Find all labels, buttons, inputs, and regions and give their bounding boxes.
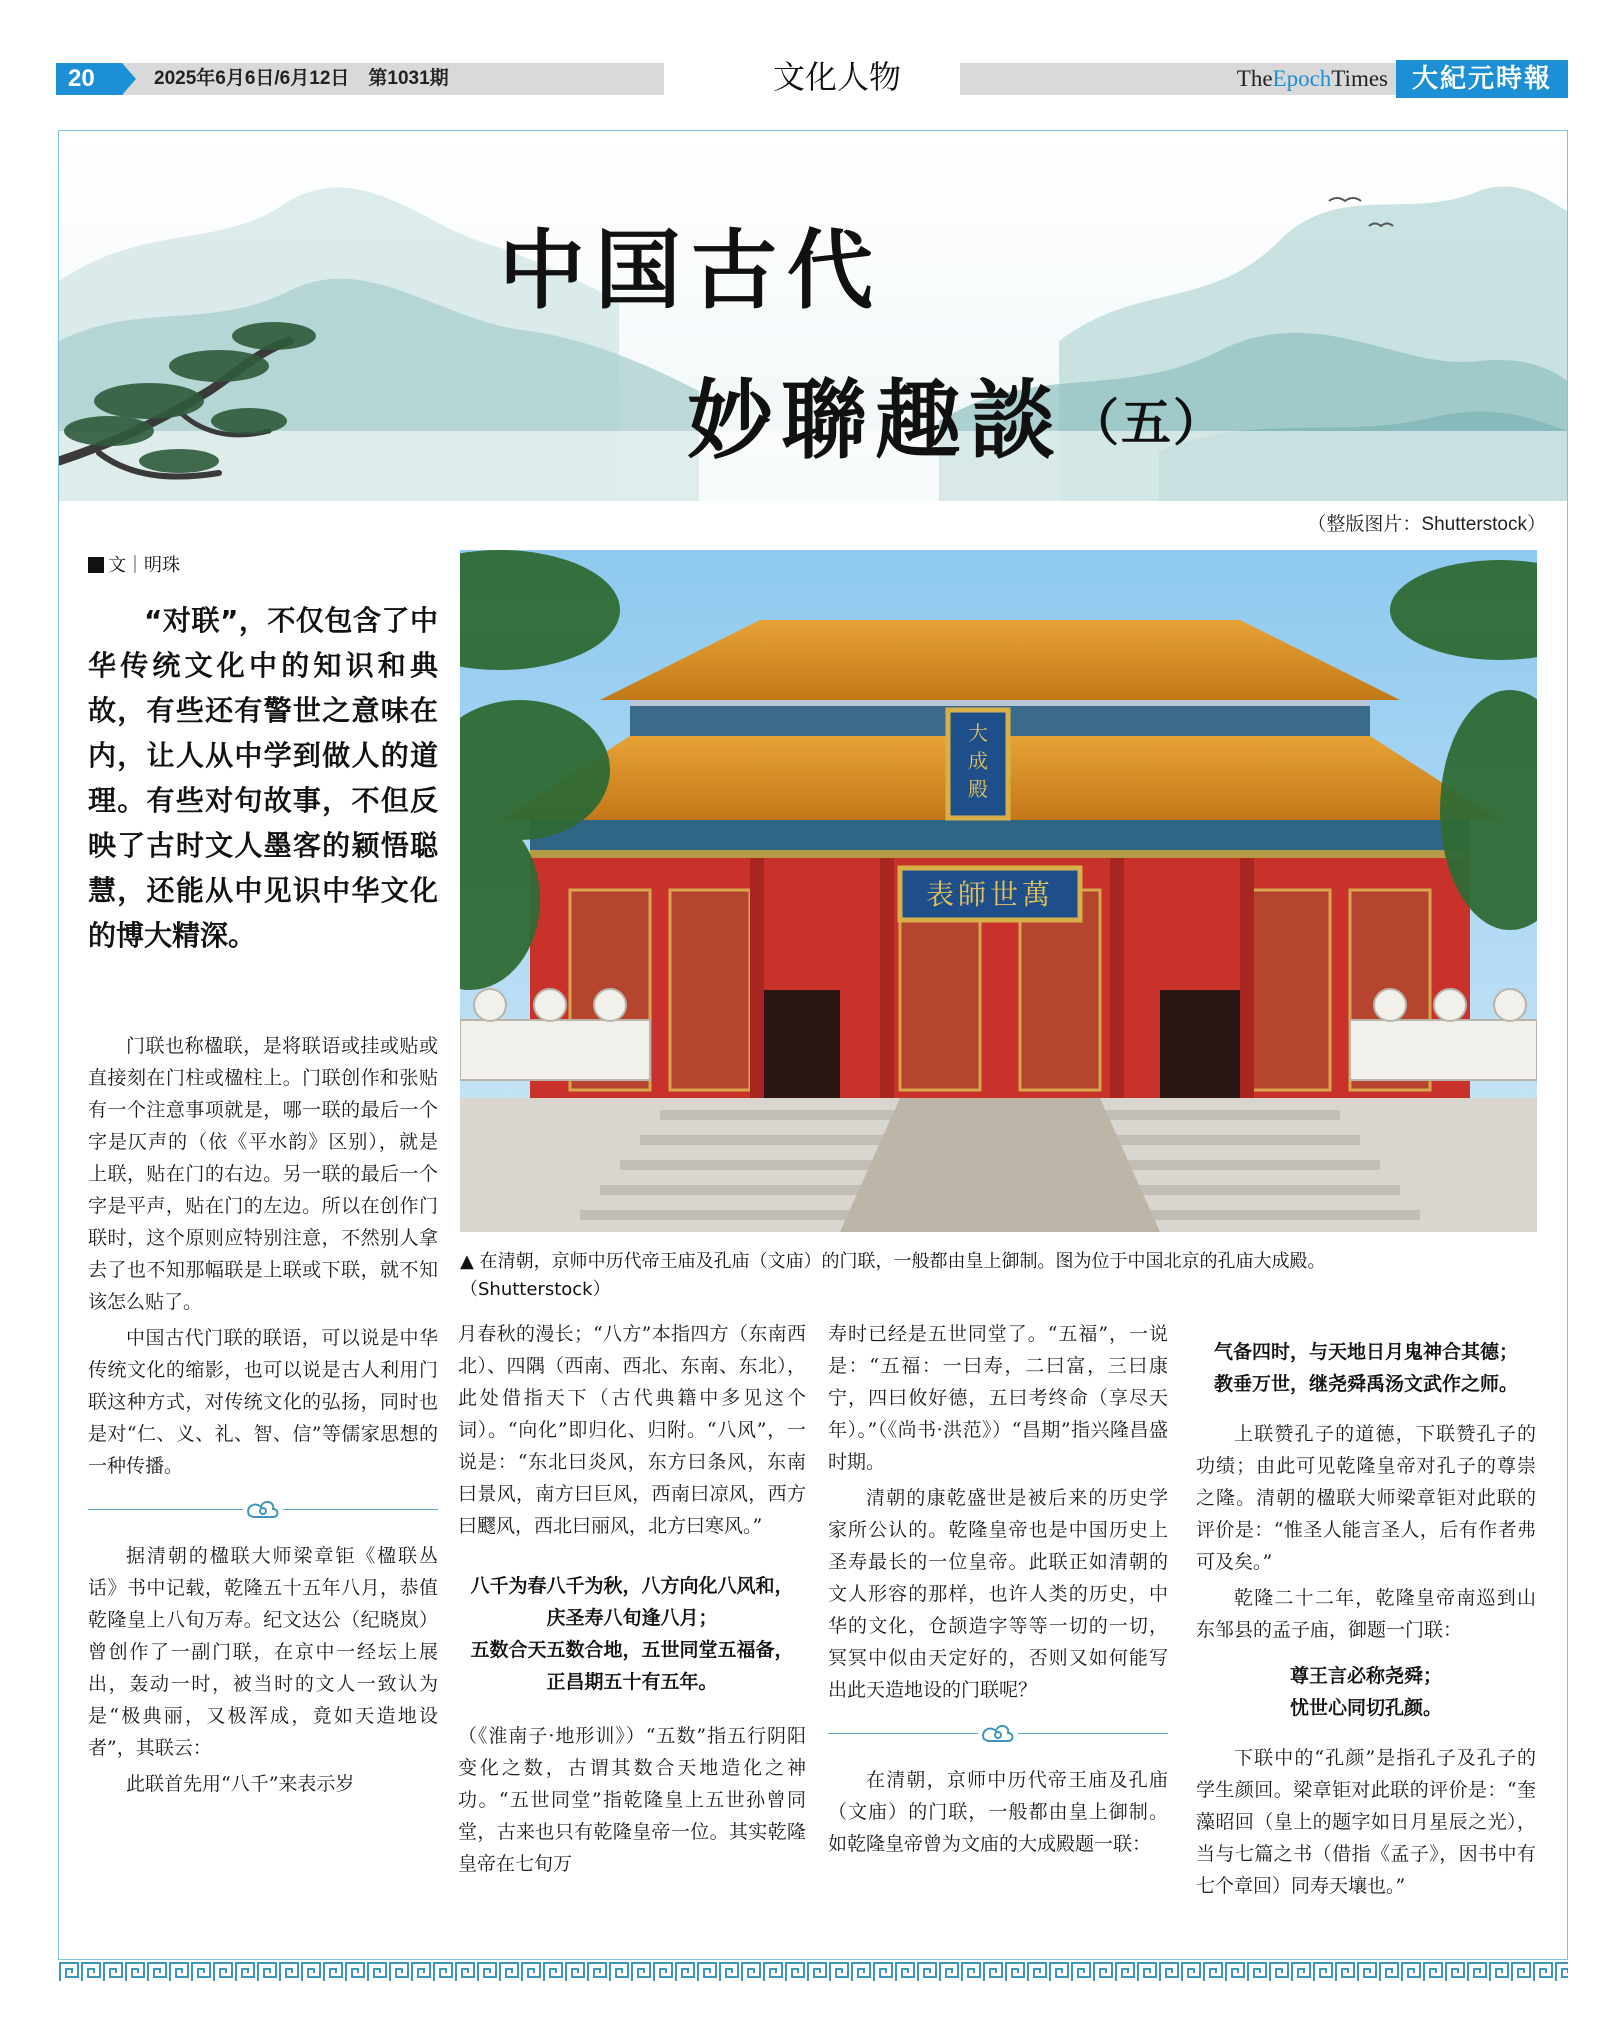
brand-times: Times [1331,66,1388,91]
paragraph: 门联也称楹联，是将联语或挂或贴或直接刻在门柱或楹柱上。门联创作和张贴有一个注意事项就是，哪一联的最后一个字是仄声的（依《平水韵》区别），就是上联，贴在门的右边。另一联的最后一个字是平声，贴在门的左边。所以在创作门联时，这个原则应特别注意，不然别人拿去了也不知那幅联是上联或下联，就不知该怎么贴了。 [88,1035,438,1313]
paragraph: 月春秋的漫长；“八方”本指四方（东南西北）、四隅（西南、西北、东南、东北），此处借指天下（古代典籍中多见这个词）。“向化”即归化、归附。“八风”，一说是：“东北曰炎风，东方曰条风，东南曰景风，南方曰巨风，西南曰凉风，西方曰飂风，西北曰丽风，北方曰寒风。” [458,1323,806,1537]
cloud-ornament-icon [245,1497,281,1521]
title-line-1: 中国古代 [499,221,883,321]
title-line-2 [687,371,1225,473]
paragraph: 乾隆二十二年，乾隆皇帝南巡到山东邹县的孟子庙，御题一门联： [1196,1587,1536,1641]
section-divider [88,1496,438,1522]
vertical-plaque-char: 大 [968,721,988,745]
cloud-ornament-icon [980,1721,1016,1745]
dacheng-hall-illustration [460,550,1537,1232]
page-header [56,60,1568,98]
paragraph: 寿时已经是五世同堂了。“五福”，一说是：“五福：一曰寿，二曰富，三曰康宁，四曰攸好德，五曰考终命（享尽天年）。”（《尚书·洪范》）“昌期”指兴隆昌盛时期。 [828,1323,1168,1473]
text-column-2 [458,1318,806,1884]
temple-photo [460,550,1537,1232]
section-divider [828,1720,1168,1746]
text-column-3 [828,1318,1168,1864]
photo-credit: （整版图片：Shutterstock） [1307,514,1546,535]
brand-epoch: Epoch [1272,66,1332,91]
paragraph: （《淮南子·地形训》）“五数”指五行阴阳变化之数，古谓其数合天地造化之神功。“五世同堂”指乾隆皇上五世孙曾同堂，古来也只有乾隆皇帝一位。其实乾隆皇帝在七旬万 [458,1725,806,1875]
paragraph: 在清朝，京师中历代帝王庙及孔庙（文庙）的门联，一般都由皇上御制。如乾隆皇帝曾为文庙的大成殿题一联： [828,1769,1168,1855]
brand-english [1237,63,1388,95]
paragraph: 此联首先用“八千”来表示岁 [126,1773,355,1795]
header-right-bar [960,63,1396,95]
vertical-plaque-char: 殿 [968,777,988,801]
paragraph: 下联中的“孔颜”是指孔子及孔子的学生颜回。梁章钜对此联的评价是：“奎藻昭回（皇上的题字如日月星辰之光），当与七篇之书（借指《孟子》，因书中有七个章回）同寿天壤也。” [1196,1747,1536,1897]
paragraph: 据清朝的楹联大师梁章钜《楹联丛话》书中记载，乾隆五十五年八月，恭值乾隆皇上八旬万寿。纪文达公（纪晓岚）曾创作了一副门联，在京中一经坛上展出，轰动一时，被当时的文人一致认为是“极典丽，又极浑成，竟如天造地设者”，其联云： [88,1545,438,1759]
title-main: 妙聯趣談 [687,371,1063,471]
horizontal-plaque-text: 表師世萬 [925,878,1055,911]
couplet-line: 五数合天五数合地，五世同堂五福备， [470,1639,794,1661]
paragraph: 清朝的康乾盛世是被后来的历史学家所公认的。乾隆皇帝也是中国历史上圣寿最长的一位皇帝。此联正如清朝的文人形容的那样，也许人类的历史，中华的文化，仓颉造字等等一切的一切，冥冥中似由天定好的，否则又如何能写出此天造地设的门联呢？ [828,1487,1168,1701]
byline-square-icon [88,557,104,573]
caption-text: ▲ 在清朝，京师中历代帝王庙及孔庙（文庙）的门联，一般都由皇上御制。图为位于中国北京的孔庙大成殿。 [460,1251,1326,1272]
title-banner [59,131,1567,501]
page-number: 20 [56,63,122,95]
couplet-line: 八千为春八千为秋，八方向化八风和， [470,1575,794,1597]
couplet-line: 忧世心同切孔颜。 [1289,1697,1442,1719]
header-left-bar [56,63,664,95]
meander-border-ornament [58,1961,1568,1983]
section-title: 文化人物 [772,58,901,96]
lead-paragraph: “对联”，不仅包含了中华传统文化中的知识和典故，有些还有警世之意味在内，让人从中学到做人的道理。有些对句故事，不但反映了古时文人墨客的颖悟聪慧，还能从中见识中华文化的博大精深。 [88,604,438,952]
byline [88,551,180,577]
photo-caption [460,1248,1550,1304]
paragraph: 中国古代门联的联语，可以说是中华传统文化的缩影，也可以说是古人利用门联这种方式，对传统文化的弘扬，同时也是对“仁、义、礼、智、信”等儒家思想的一种传播。 [88,1327,438,1477]
text-column-4 [1196,1336,1536,1906]
caption-credit: （Shutterstock） [460,1279,611,1300]
title-part-number: （五） [1069,394,1225,452]
vertical-plaque-char: 成 [968,749,988,773]
text-column-1 [88,1030,438,1804]
couplet-line: 正昌期五十有五年。 [546,1671,718,1693]
couplet-line: 尊王言必称尧舜； [1289,1665,1442,1687]
couplet-line: 庆圣寿八旬逢八月； [546,1607,718,1629]
byline-text: 文｜明珠 [108,555,180,576]
paragraph: 上联赞孔子的道德，下联赞孔子的功绩；由此可见乾隆皇帝对孔子的尊崇之隆。清朝的楹联大师梁章钜对此联的评价是：“惟圣人能言圣人，后有作者弗可及矣。” [1196,1423,1536,1573]
couplet-line: 教垂万世，继尧舜禹汤文武作之师。 [1213,1373,1518,1395]
issue-date: 2025年6月6日/6月12日 第1031期 [154,68,449,89]
couplet-line: 气备四时，与天地日月鬼神合其德； [1213,1341,1518,1363]
brand-logo-chinese: 大紀元時報 [1396,60,1568,98]
brand-the: The [1236,66,1273,91]
